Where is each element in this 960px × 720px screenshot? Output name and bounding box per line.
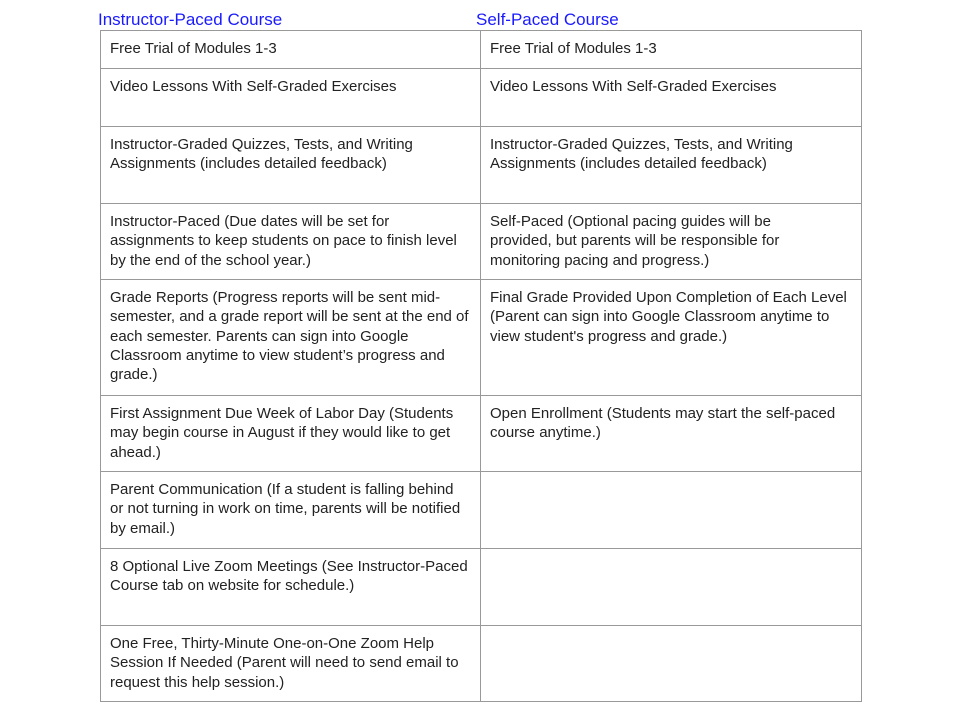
instructor-paced-cell: Instructor-Paced (Due dates will be set for assignments to keep students on pace to finish level by the end of the school year.) <box>101 204 481 280</box>
table-row <box>101 31 862 69</box>
self-paced-cell: Free Trial of Modules 1-3 <box>481 31 862 69</box>
table-row <box>101 204 862 280</box>
self-paced-cell <box>481 626 862 702</box>
self-paced-cell: Final Grade Provided Upon Completion of Each Level (Parent can sign into Google Classroom anytime to view student's progress and grade.) <box>481 280 862 396</box>
self-paced-cell <box>481 549 862 626</box>
instructor-paced-cell: First Assignment Due Week of Labor Day (Students may begin course in August if they would like to get ahead.) <box>101 396 481 472</box>
instructor-paced-cell: Parent Communication (If a student is falling behind or not turning in work on time, parents will be notified by email.) <box>101 472 481 549</box>
table-row <box>101 549 862 626</box>
table-row <box>101 280 862 396</box>
instructor-paced-heading: Instructor-Paced Course <box>98 10 283 29</box>
self-paced-cell: Instructor-Graded Quizzes, Tests, and Writing Assignments (includes detailed feedback) <box>481 127 862 204</box>
instructor-paced-cell: Grade Reports (Progress reports will be sent mid-semester, and a grade report will be sent at the end of each semester. Parents can sign into Google Classroom anytime to view student’s progress and grade.) <box>101 280 481 396</box>
self-paced-cell: Open Enrollment (Students may start the self-paced course anytime.) <box>481 396 862 472</box>
self-paced-cell: Self-Paced (Optional pacing guides will be provided, but parents will be responsible for monitoring pacing and progress.) <box>481 204 862 280</box>
table-row <box>101 127 862 204</box>
self-paced-heading: Self-Paced Course <box>476 10 619 29</box>
instructor-paced-cell: Instructor-Graded Quizzes, Tests, and Writing Assignments (includes detailed feedback) <box>101 127 481 204</box>
table-row <box>101 472 862 549</box>
instructor-paced-cell: One Free, Thirty-Minute One-on-One Zoom Help Session If Needed (Parent will need to send email to request this help session.) <box>101 626 481 702</box>
instructor-paced-cell: Free Trial of Modules 1-3 <box>101 31 481 69</box>
table-row <box>101 396 862 472</box>
table-row <box>101 69 862 127</box>
self-paced-cell <box>481 472 862 549</box>
instructor-paced-cell: 8 Optional Live Zoom Meetings (See Instructor-Paced Course tab on website for schedule.) <box>101 549 481 626</box>
table-row <box>101 626 862 702</box>
self-paced-cell: Video Lessons With Self-Graded Exercises <box>481 69 862 127</box>
instructor-paced-cell: Video Lessons With Self-Graded Exercises <box>101 69 481 127</box>
comparison-table <box>100 30 862 702</box>
